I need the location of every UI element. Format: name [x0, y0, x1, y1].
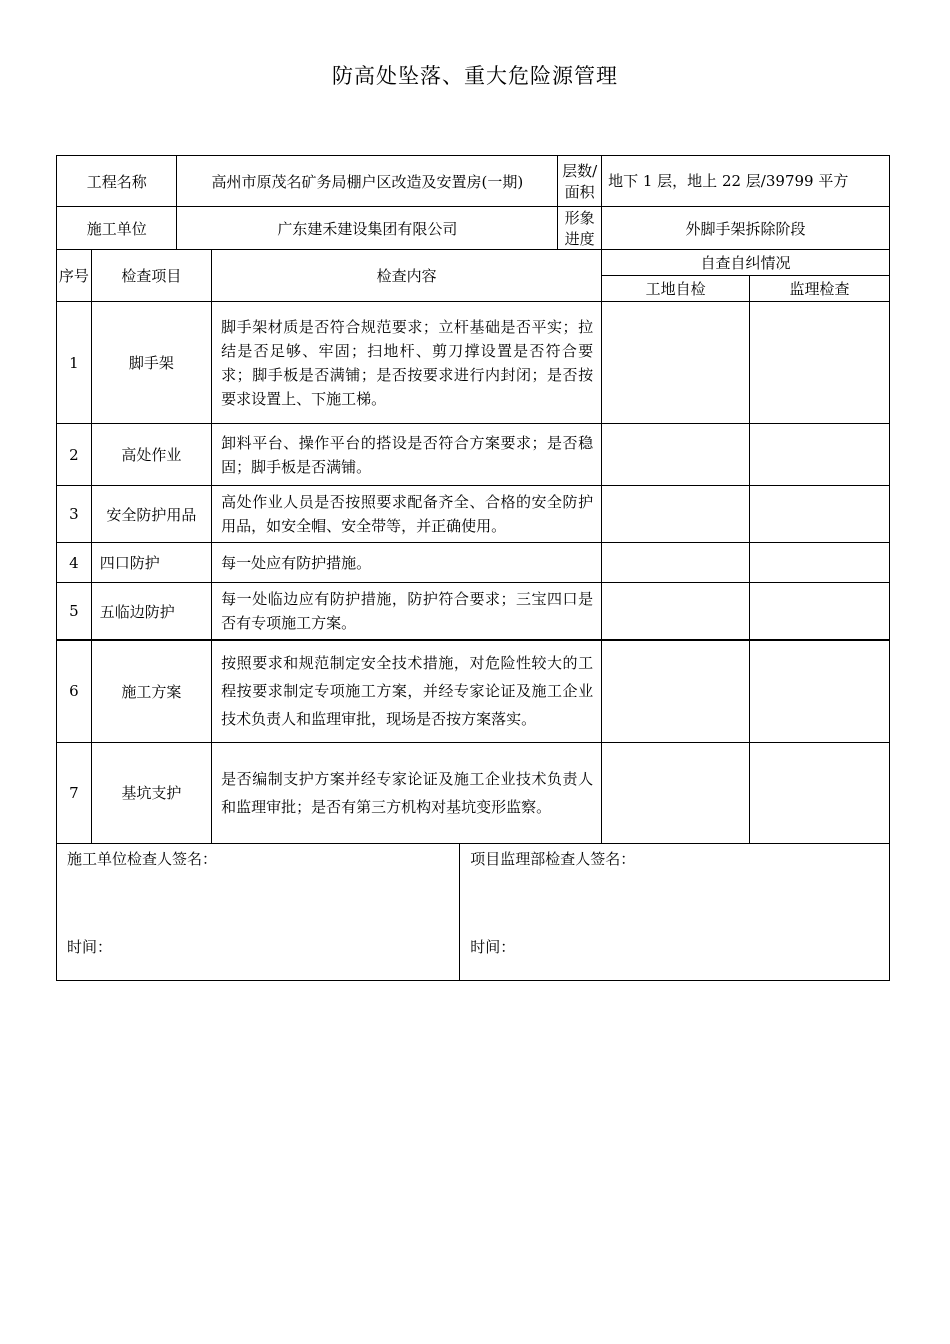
site-check-cell[interactable] [602, 543, 750, 583]
contractor-time-label: 时间： [67, 937, 113, 956]
row-number: 5 [57, 583, 92, 641]
site-check-cell[interactable] [602, 742, 750, 843]
project-row [57, 156, 890, 207]
site-check-header: 工地自检 [602, 276, 750, 302]
row-item: 四口防护 [91, 543, 211, 583]
row-item: 施工方案 [91, 640, 211, 742]
row-number: 7 [57, 742, 92, 843]
inspection-table [56, 155, 890, 981]
supervisor-signature-cell[interactable] [460, 843, 890, 980]
row-item: 安全防护用品 [91, 486, 211, 543]
progress-value: 外脚手架拆除阶段 [602, 207, 890, 250]
contractor-value: 广东建禾建设集团有限公司 [177, 207, 558, 250]
row-content: 按照要求和规范制定安全技术措施，对危险性较大的工程按要求制定专项施工方案，并经专家论证及施工企业技术负责人和监理审批，现场是否按方案落实。 [212, 640, 602, 742]
contractor-row [57, 207, 890, 250]
site-check-cell[interactable] [602, 424, 750, 486]
progress-label: 形象进度 [558, 207, 602, 250]
item-header: 检查项目 [91, 250, 211, 302]
row-item: 基坑支护 [91, 742, 211, 843]
site-check-cell[interactable] [602, 640, 750, 742]
supervision-check-cell[interactable] [750, 583, 890, 641]
supervision-check-cell[interactable] [750, 742, 890, 843]
row-item: 高处作业 [91, 424, 211, 486]
table-row [57, 486, 890, 543]
row-item: 五临边防护 [91, 583, 211, 641]
site-check-cell[interactable] [602, 302, 750, 424]
floors-value: 地下 1 层，地上 22 层/39799 平方 [602, 156, 890, 207]
row-number: 3 [57, 486, 92, 543]
self-check-header: 自查自纠情况 [602, 250, 890, 276]
site-check-cell[interactable] [602, 583, 750, 641]
table-row [57, 302, 890, 424]
supervision-check-cell[interactable] [750, 424, 890, 486]
contractor-label: 施工单位 [57, 207, 177, 250]
row-number: 1 [57, 302, 92, 424]
table-row [57, 424, 890, 486]
table-row [57, 543, 890, 583]
floors-label: 层数/面积 [558, 156, 602, 207]
supervision-check-cell[interactable] [750, 543, 890, 583]
supervision-check-cell[interactable] [750, 640, 890, 742]
table-row [57, 640, 890, 742]
signature-row [57, 843, 890, 980]
table-row [57, 742, 890, 843]
site-check-cell[interactable] [602, 486, 750, 543]
document-title: 防高处坠落、重大危险源管理 [332, 64, 618, 88]
project-label: 工程名称 [57, 156, 177, 207]
seq-header: 序号 [57, 250, 92, 302]
content-header: 检查内容 [212, 250, 602, 302]
row-content: 脚手架材质是否符合规范要求；立杆基础是否平实；拉结是否足够、牢固；扫地杆、剪刀撑设置是否符合要求；脚手板是否满铺；是否按要求进行内封闭；是否按要求设置上、下施工梯。 [212, 302, 602, 424]
supervision-check-cell[interactable] [750, 486, 890, 543]
row-content: 每一处应有防护措施。 [212, 543, 602, 583]
supervision-check-cell[interactable] [750, 302, 890, 424]
row-number: 6 [57, 640, 92, 742]
column-header-row [57, 250, 890, 276]
supervisor-time-label: 时间： [470, 937, 516, 956]
row-number: 2 [57, 424, 92, 486]
row-content: 卸料平台、操作平台的搭设是否符合方案要求；是否稳固；脚手板是否满铺。 [212, 424, 602, 486]
project-value: 高州市原茂名矿务局棚户区改造及安置房(一期) [177, 156, 558, 207]
row-item: 脚手架 [91, 302, 211, 424]
supervisor-signature-label: 项目监理部检查人签名： [470, 849, 636, 868]
table-row [57, 583, 890, 641]
contractor-signature-cell[interactable] [57, 843, 460, 980]
row-content: 每一处临边应有防护措施，防护符合要求；三宝四口是否有专项施工方案。 [212, 583, 602, 641]
supervision-check-header: 监理检查 [750, 276, 890, 302]
row-content: 是否编制支护方案并经专家论证及施工企业技术负责人和监理审批；是否有第三方机构对基坑变形监察。 [212, 742, 602, 843]
contractor-signature-label: 施工单位检查人签名： [67, 849, 218, 868]
row-content: 高处作业人员是否按照要求配备齐全、合格的安全防护用品，如安全帽、安全带等，并正确使用。 [212, 486, 602, 543]
row-number: 4 [57, 543, 92, 583]
